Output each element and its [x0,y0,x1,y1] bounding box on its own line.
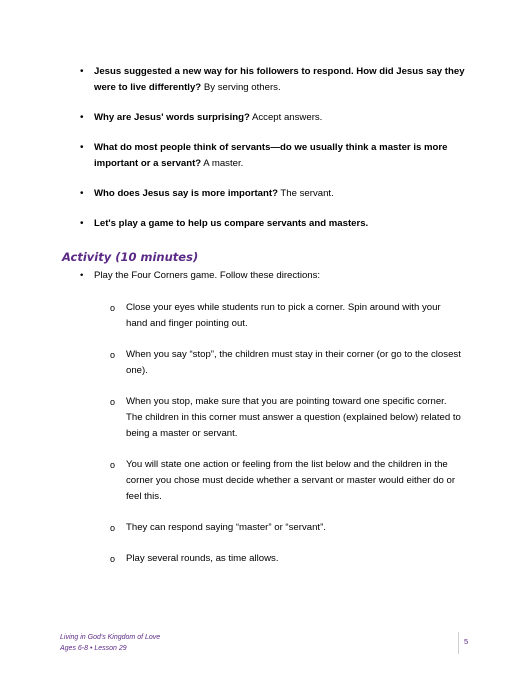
discussion-questions [80,64,480,246]
question-item [80,140,480,172]
answer-text: The servant. [277,188,334,199]
answer-text: A master. [201,158,244,169]
activity-step: o When you say “stop”, the children must stay in their corner (or go to the closest one). [110,347,462,379]
question-text: Let's play a game to help us compare servants and masters. [94,218,369,229]
question-item [80,110,480,126]
answer-text: Accept answers. [249,112,323,123]
question-text: Jesus suggested a new way for his followers to respond. How did Jesus say they were to live differently? [94,66,465,93]
activity-step: o Close your eyes while students run to pick a corner. Spin around with your hand and finger pointing out. [110,300,462,332]
page-number: 5 [464,637,469,646]
activity-step: o When you stop, make sure that you are pointing toward one specific corner. The children in this corner must answer a question (explained below) related to being a master or servant. [110,394,462,442]
footer-subtitle: Ages 6-8 • Lesson 29 [60,645,127,652]
question-item [80,216,480,232]
footer-divider [458,632,459,654]
activity-heading: Activity (10 minutes) [62,250,199,264]
question-item [80,186,480,202]
activity-step: o You will state one action or feeling from the list below and the children in the corner you chose must decide whether a servant or master would either do or feel this. [110,457,462,505]
question-item [80,64,480,96]
question-text: Why are Jesus' words surprising? [94,112,250,123]
question-text: What do most people think of servants—do we usually think a master is more important or a servant? [94,142,448,169]
activity-step: o They can respond saying “master” or “servant”. [110,520,462,536]
question-text: Who does Jesus say is more important? [94,188,278,199]
answer-text: By serving others. [201,82,281,93]
footer-title: Living in God's Kingdom of Love [60,634,161,641]
activity-intro: • Play the Four Corners game. Follow these directions: [80,268,494,284]
activity-step: o Play several rounds, as time allows. [110,551,462,567]
activity-steps [110,300,462,582]
page-footer [60,632,160,654]
